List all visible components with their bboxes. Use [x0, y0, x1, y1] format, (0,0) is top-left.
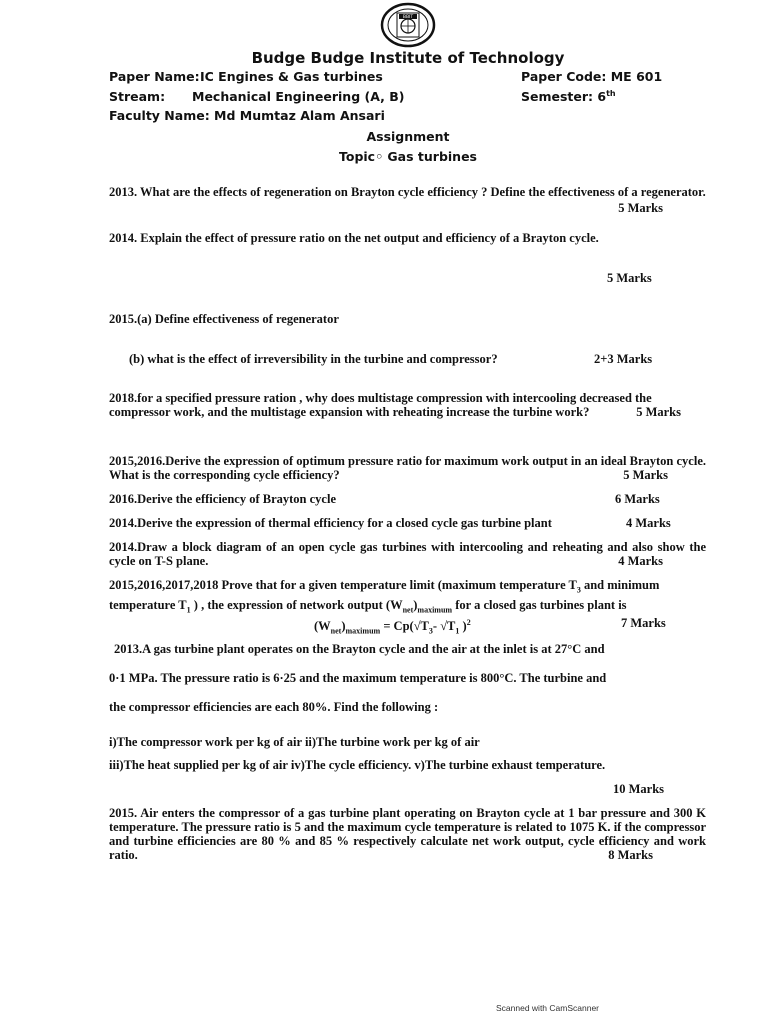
- marks: 5 Marks: [618, 201, 663, 215]
- question-text: 2015. Air enters the compressor of a gas turbine plant operating on Brayton cycle at 1 bar pressure and 300 K temperature. The pressure ratio is 5 and the maximum cycle temperature is related to 1075 K. if the compressor and turbine efficiencies are 80 % and 85 % respectively calculate net work output, cycle efficiency and work ratio.: [109, 806, 706, 862]
- assignment-heading: Assignment: [366, 129, 450, 144]
- faculty-name: Faculty Name: Md Mumtaz Alam Ansari: [109, 108, 385, 123]
- question-2013-brayton-plant-line2: 0·1 MPa. The pressure ratio is 6·25 and the maximum temperature is 800°C. The turbine and: [109, 671, 607, 685]
- question-text: 2013. What are the effects of regeneration on Brayton cycle efficiency ? Define the effectiveness of a regenerator.: [109, 185, 706, 199]
- question-2014-closed-cycle: 2014.Derive the expression of thermal efficiency for a closed cycle gas turbine plant: [109, 516, 552, 530]
- institute-name: Budge Budge Institute of Technology: [251, 49, 565, 67]
- stream-label: Stream:: [109, 89, 166, 104]
- question-2014-block-diagram: [109, 540, 706, 570]
- semester: Semester: 6th: [521, 89, 616, 105]
- question-line: 2015,2016,2017,2018 Prove that for a given temperature limit (maximum temperature $T_3$ and minimum: [109, 578, 660, 595]
- topic-heading: Topic◦ Gas turbines: [338, 149, 477, 164]
- question-2015-2018-network-output: [109, 578, 706, 617]
- question-2013-brayton-plant-line1: 2013.A gas turbine plant operates on the Brayton cycle and the air at the inlet is at 27°C and: [114, 642, 605, 656]
- question-2015-air-compressor: [109, 806, 706, 864]
- marks: 10 Marks: [613, 782, 665, 796]
- logo-text: BBIT: [402, 15, 414, 21]
- question-text: 2018.for a specified pressure ration , why does multistage compression with intercooling decreased the compressor work, and the multistage expansion with reheating increase the turbine work?: [109, 391, 652, 419]
- marks: 5 Marks: [607, 271, 652, 285]
- paper-code: Paper Code: ME 601: [521, 69, 663, 84]
- question-2015a-effectiveness: 2015.(a) Define effectiveness of regenerator: [109, 312, 339, 326]
- question-2018-multistage: [109, 391, 706, 421]
- marks: 2+3 Marks: [594, 352, 653, 366]
- marks: 5 Marks: [636, 405, 681, 419]
- question-2015-2016-optimum-pressure: [109, 454, 706, 484]
- paper-name-label: Paper Name:: [109, 69, 200, 84]
- scanned-with-watermark: Scanned with CamScanner: [496, 1003, 600, 1013]
- question-2014-pressure-ratio: 2014. Explain the effect of pressure ratio on the net output and efficiency of a Brayton cycle.: [109, 231, 599, 245]
- question-2013-regeneration: [109, 185, 706, 215]
- question-2015b-irreversibility: (b) what is the effect of irreversibility in the turbine and compressor?: [129, 352, 498, 366]
- network-output-formula: $(W_{net})_{maximum} = Cp(√T_3-$ $√T_1$ )$^2$: [314, 618, 471, 636]
- paper-name: IC Engines & Gas turbines: [200, 69, 383, 84]
- marks: 4 Marks: [618, 554, 663, 568]
- institute-logo: [380, 2, 436, 48]
- marks: 4 Marks: [626, 516, 671, 530]
- marks: 5 Marks: [623, 468, 668, 482]
- marks: 8 Marks: [608, 848, 653, 862]
- question-2016-brayton-efficiency: 2016.Derive the efficiency of Brayton cycle: [109, 492, 337, 506]
- question-line: temperature $T_1$ ) , the expression of network output $(W_{net})_{maximum}$ for a closed gas turbines plant is: [109, 597, 627, 614]
- marks: 6 Marks: [615, 492, 660, 506]
- marks: 7 Marks: [621, 616, 666, 630]
- question-2013-brayton-plant-line4: i)The compressor work per kg of air ii)The turbine work per kg of air: [109, 735, 480, 749]
- question-text: 2015,2016.Derive the expression of optimum pressure ratio for maximum work output in an ideal Brayton cycle. What is the corresponding cycle efficiency?: [109, 454, 706, 482]
- question-2013-brayton-plant-line5: iii)The heat supplied per kg of air iv)The cycle efficiency. v)The turbine exhaust temperature.: [109, 758, 606, 772]
- question-text: 2014.Draw a block diagram of an open cycle gas turbines with intercooling and reheating and also show the cycle on T-S plane.: [109, 540, 706, 568]
- question-2013-brayton-plant-line3: the compressor efficiencies are each 80%. Find the following :: [109, 700, 439, 714]
- stream: Mechanical Engineering (A, B): [192, 89, 405, 104]
